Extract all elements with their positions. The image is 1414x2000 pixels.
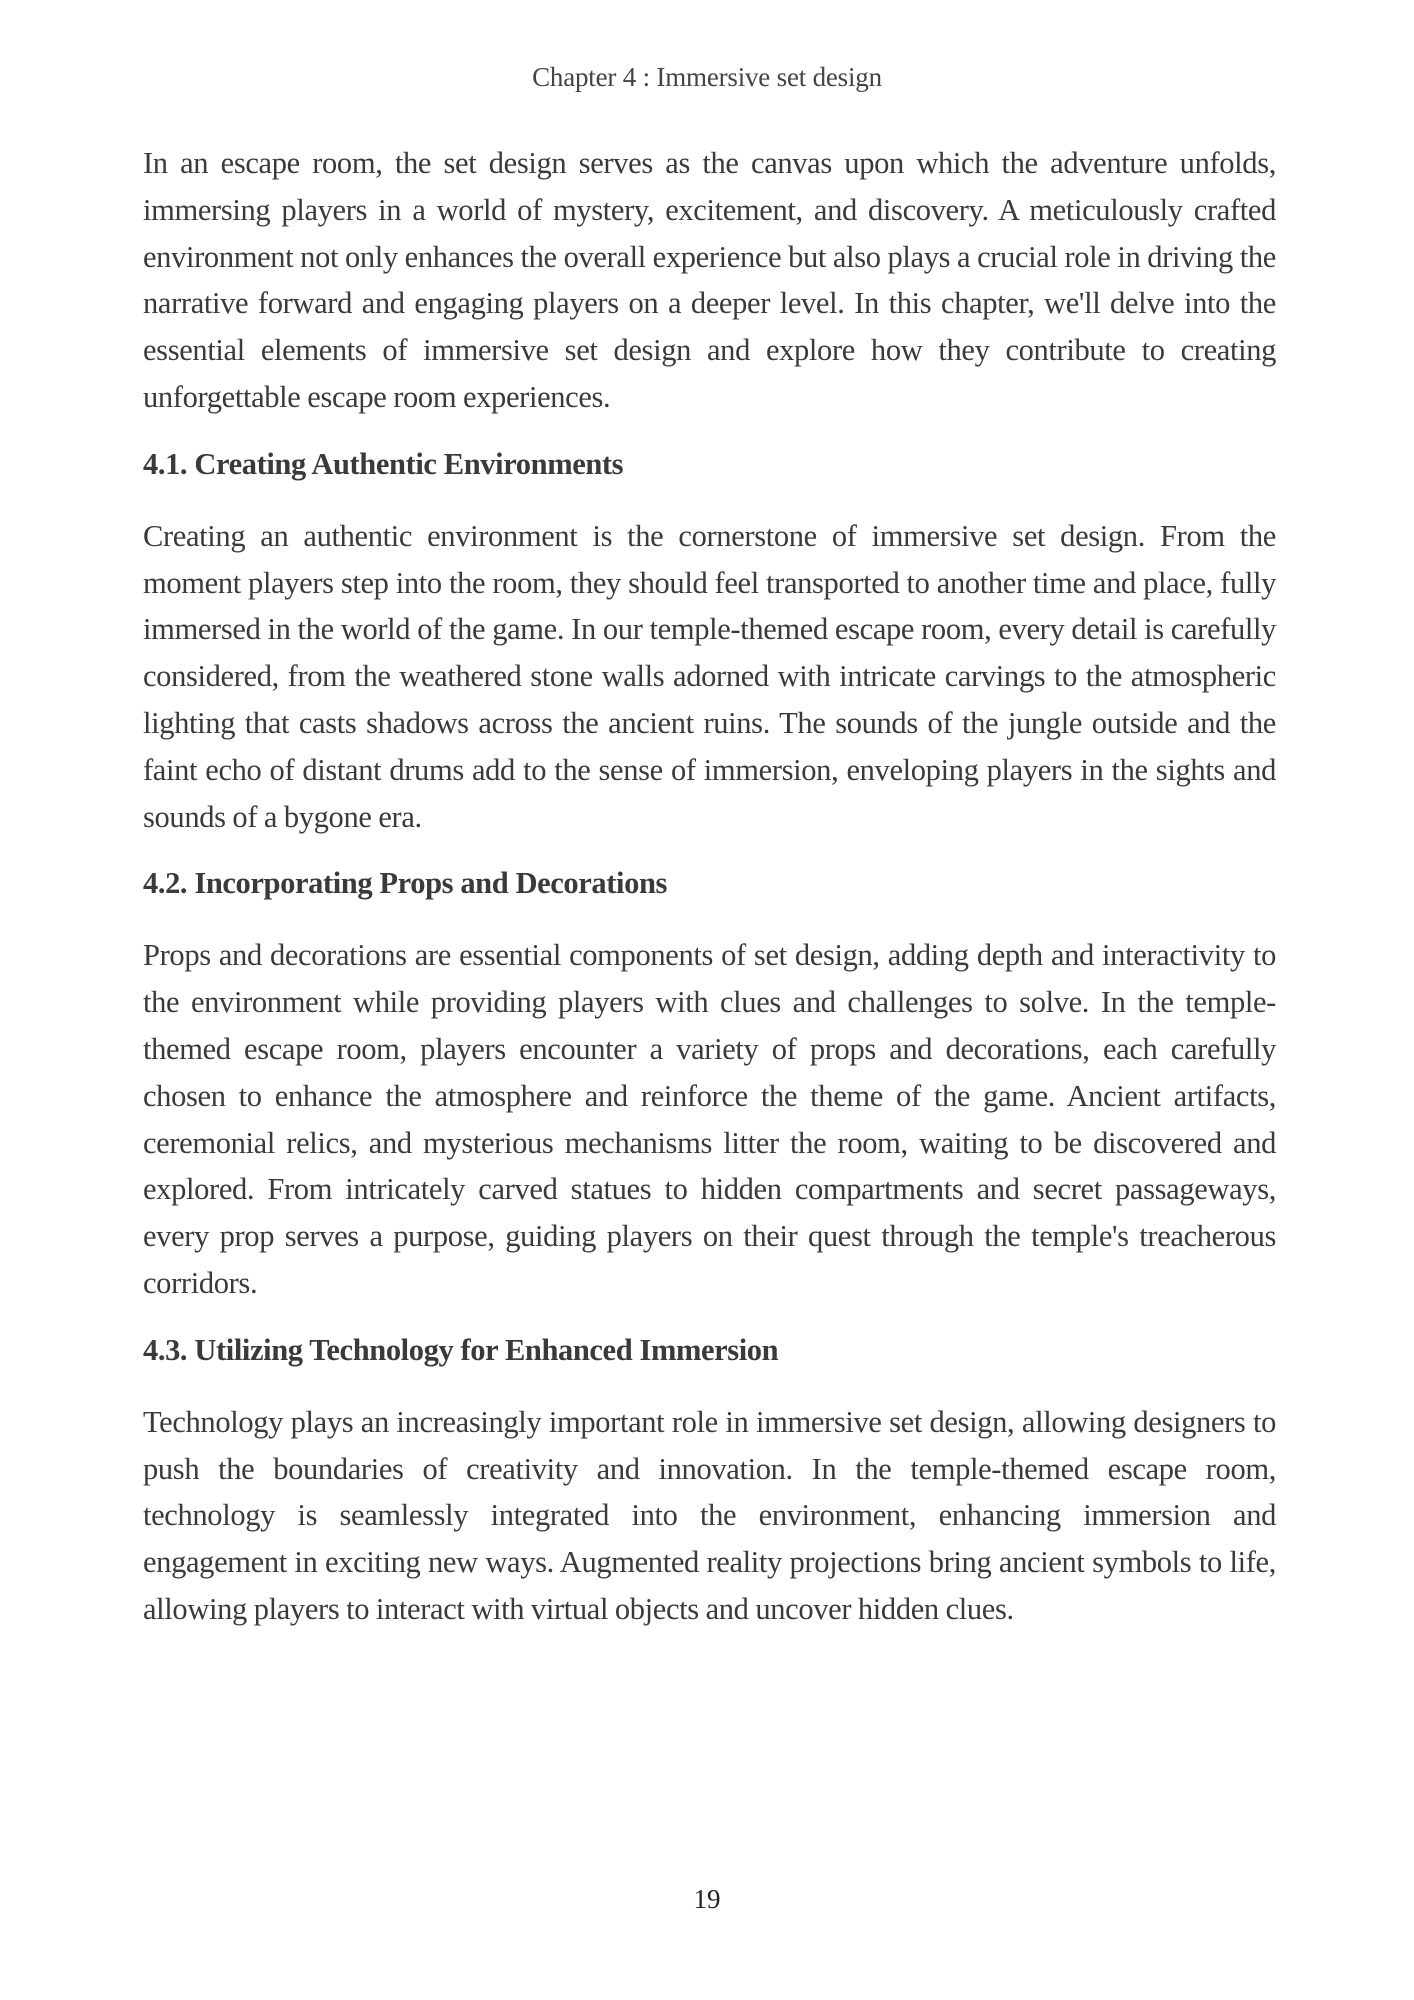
page-content: [143, 140, 1276, 1653]
running-header: Chapter 4 : Immersive set design: [532, 62, 882, 92]
section-paragraph-4-1: Creating an authentic environment is the cornerstone of immersive set design. From the moment players step into the room, they should feel transported to another time and place, fully immersed in the world of the game. In our temple-themed escape room, every detail is carefully considered, from the weathered stone walls adorned with intricate carvings to the atmospheric lighting that casts shadows across the ancient ruins. The sounds of the jungle outside and the faint echo of distant drums add to the sense of immersion, enveloping players in the sights and sounds of a bygone era.: [143, 518, 1276, 834]
section-heading-4-1: 4.1. Creating Authentic Environments: [143, 446, 624, 481]
section-paragraph-4-2: Props and decorations are essential components of set design, adding depth and interactivity to the environment while providing players with clues and challenges to solve. In the temple-themed escape room, players encounter a variety of props and decorations, each carefully chosen to enhance the atmosphere and reinforce the theme of the game. Ancient artifacts, ceremonial relics, and mysterious mechanisms litter the room, waiting to be discovered and explored. From intricately carved statues to hidden compartments and secret passageways, every prop serves a purpose, guiding players on their quest through the temple's treacherous corridors.: [143, 938, 1276, 1300]
intro-paragraph: In an escape room, the set design serves as the canvas upon which the adventure unfolds, immersing players in a world of mystery, excitement, and discovery. A meticulously crafted environment not only enhances the overall experience but also plays a crucial role in driving the narrative forward and engaging players on a deeper level. In this chapter, we'll delve into the essential elements of immersive set design and explore how they contribute to creating unforgettable escape room experiences.: [143, 146, 1276, 414]
section-paragraph-4-3: Technology plays an increasingly important role in immersive set design, allowing designers to push the boundaries of creativity and innovation. In the temple-themed escape room, technology is seamlessly integrated into the environment, enhancing immersion and engagement in exciting new ways. Augmented reality projections bring ancient symbols to life, allowing players to interact with virtual objects and uncover hidden clues.: [143, 1404, 1276, 1626]
section-heading-4-2: 4.2. Incorporating Props and Decorations: [143, 866, 667, 901]
page-number: 19: [693, 1884, 721, 1914]
section-heading-4-3: 4.3. Utilizing Technology for Enhanced Immersion: [143, 1332, 779, 1367]
